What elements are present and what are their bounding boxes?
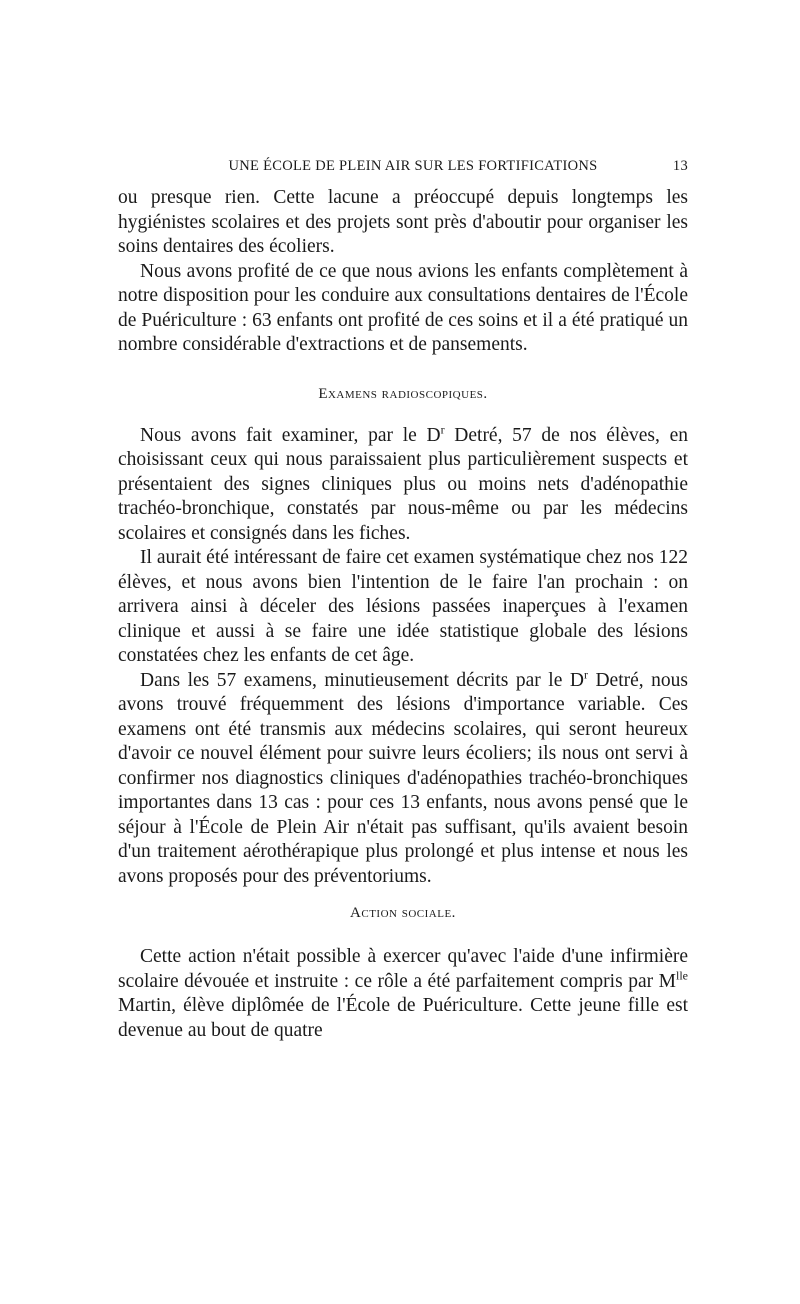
text-fragment: Detré, 57 de nos élèves, en choisissant ceux qui nous paraissaient plus particulièrement suspects et présentaient des signes cliniques plus ou moins nets d'adénopathie trachéo-bronchique, constatés par nous-même ou par les médecins scolaires et consignés dans les fiches. — [118, 424, 688, 544]
running-header — [118, 158, 688, 186]
paragraph-exam-results — [118, 669, 688, 890]
paragraph-dental-consultations: Nous avons profité de ce que nous avions les enfants complètement à notre disposition pour les conduire aux consultations dentaires de l'École de Puériculture : 63 enfants ont profité de ces soins et il a été pratiqué un nombre considérable d'extractions et de pansements. — [118, 260, 688, 355]
paragraph-radioscopic-exams — [118, 424, 688, 547]
paragraph-dental-gap: ou presque rien. Cette lacune a préoccupé depuis longtemps les hygiénistes scolaires et des projets sont près d'aboutir pour organiser les soins dentaires des écoliers. — [118, 187, 688, 257]
spacer — [118, 358, 688, 382]
paragraph-systematic-exam: Il aurait été intéressant de faire cet examen systématique chez nos 122 élèves, et nous avons bien l'intention de le faire l'an prochain : on arrivera ainsi à déceler des lésions passées inaperçues à l'examen clinique et aussi à se faire une idée statistique globale des lésions constatées chez les enfants de cet âge. — [118, 547, 688, 666]
paragraph-social-action — [118, 945, 688, 1043]
section-heading-social-action: Action sociale. — [350, 905, 456, 921]
spacer — [118, 406, 688, 424]
text-fragment: Dans les 57 examens, minutieusement décrits par le D — [140, 669, 584, 691]
text-fragment: Cette action n'était possible à exercer qu'avec l'aide d'une infirmière scolaire dévouée et instruite : ce rôle a été parfaitement compris par M — [118, 946, 688, 992]
superscript: r — [440, 422, 445, 436]
section-heading-radioscopic: Examens radioscopiques. — [318, 385, 488, 402]
spacer — [118, 889, 688, 901]
superscript: lle — [676, 968, 688, 982]
superscript: r — [583, 667, 588, 681]
text-fragment: Martin, élève diplômée de l'École de Puériculture. Cette jeune fille est devenue au bout de quatre — [118, 995, 688, 1041]
text-fragment: Nous avons fait examiner, par le D — [140, 424, 441, 446]
spacer — [118, 925, 688, 945]
book-page — [118, 158, 688, 1043]
page-number: 13 — [672, 158, 688, 174]
text-fragment: Detré, nous avons trouvé fréquemment des lésions d'importance variable. Ces examens ont été transmis aux médecins scolaires, qui seront heureux d'avoir ce nouvel élément pour suivre leurs écoliers; ils nous ont servi à confirmer nos diagnostics cliniques d'adénopathies trachéo-bronchiques importantes dans 13 cas : pour ces 13 enfants, nous avons pensé que le séjour à l'École de Plein Air n'était pas suffisant, qu'ils avaient besoin d'un traitement aérothérapique plus prolongé et plus intense et nous les avons proposés pour des préventoriums. — [118, 669, 688, 887]
running-title: UNE ÉCOLE DE PLEIN AIR SUR LES FORTIFICATIONS — [228, 158, 598, 174]
